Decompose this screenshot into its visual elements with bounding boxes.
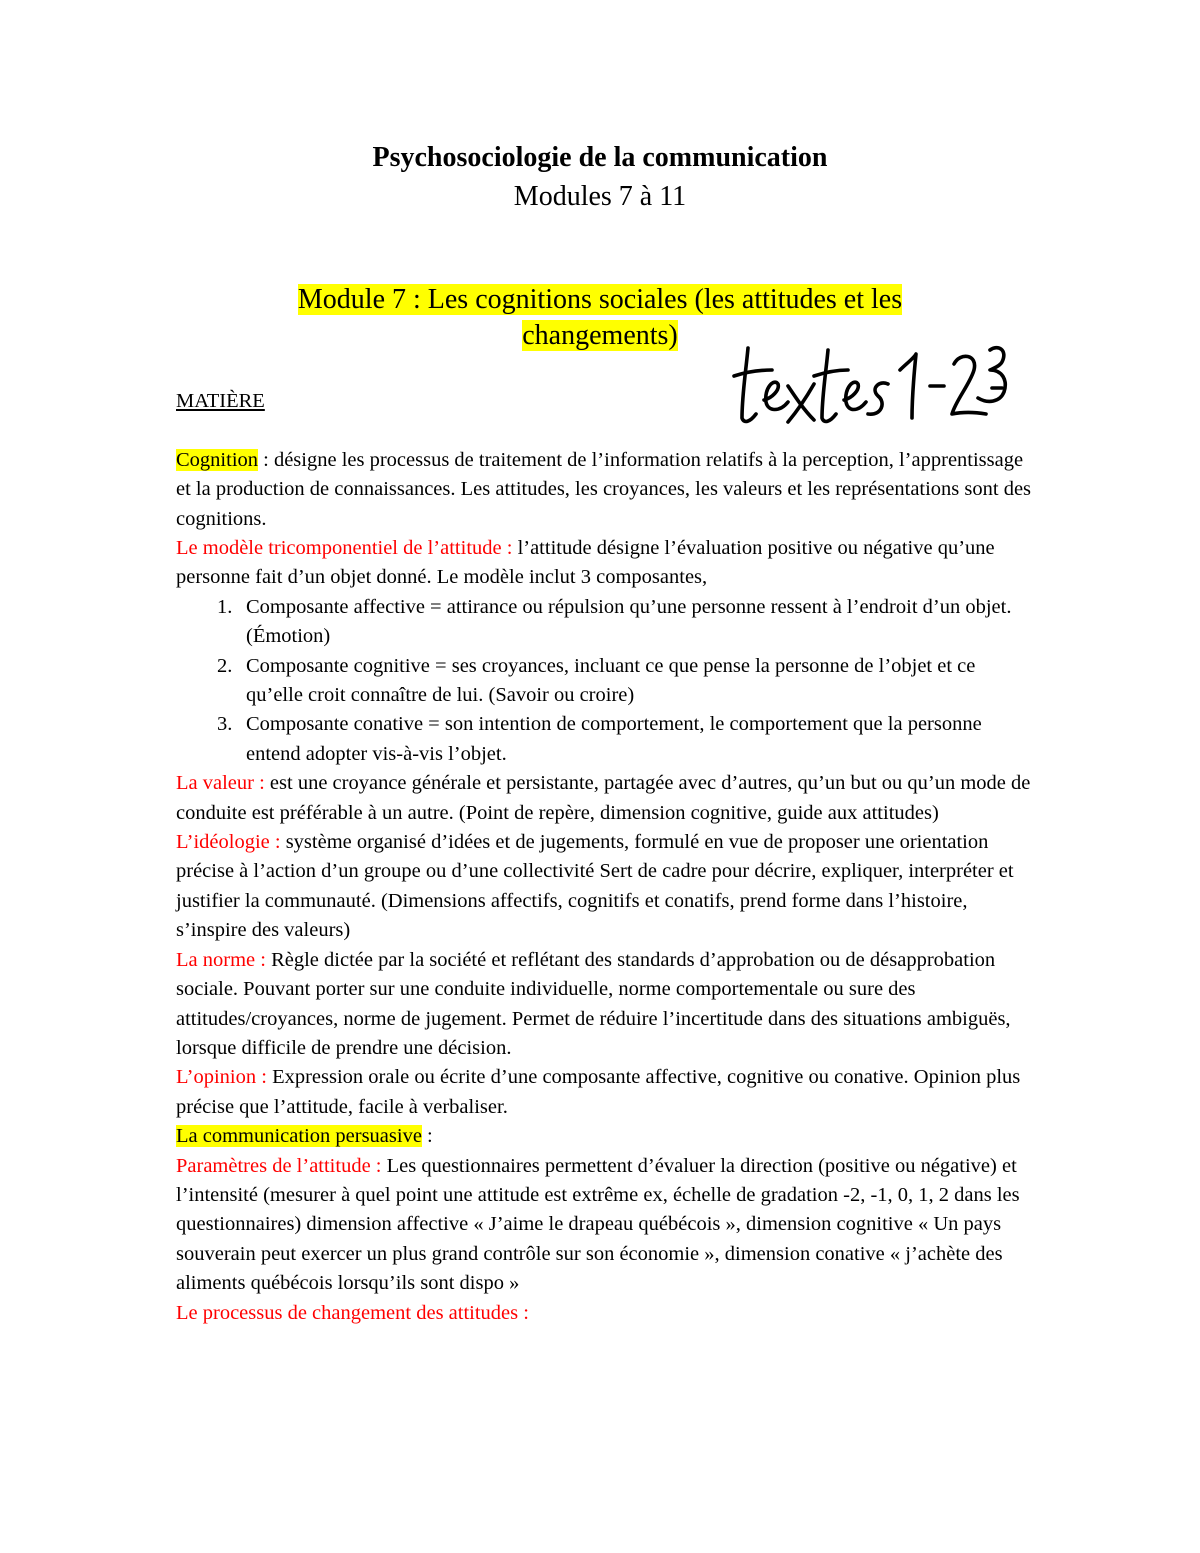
- paragraph-modele: [176, 534, 1036, 593]
- paragraph-parametres: [176, 1152, 1036, 1299]
- composantes-list: [176, 593, 1036, 769]
- list-item: [176, 593, 1036, 652]
- list-item: [176, 710, 1036, 769]
- text-cognition: : désigne les processus de traitement de l’information relatifs à la perception, l’apprentissage et la production de connaissances. Les attitudes, les croyances, les valeurs et les représentations sont des cognitions.: [176, 448, 1032, 530]
- section-title: MATIÈRE: [176, 390, 265, 412]
- list-item-text: Composante affective = attirance ou répulsion qu’une personne ressent à l’endroit d’un objet. (Émotion): [246, 595, 1012, 648]
- term-cognition: Cognition: [176, 448, 259, 471]
- list-item-text: Composante conative = son intention de comportement, le comportement que la personne entend adopter vis-à-vis l’objet.: [246, 713, 982, 765]
- term-valeur: La valeur :: [176, 772, 265, 795]
- paragraph-cognition: [176, 446, 1036, 534]
- text-norme: Règle dictée par la société et reflétant des standards d’approbation ou de désapprobation sociale. Pouvant porter sur une conduite individuelle, norme comportementale ou sure des attitudes/croyances, norme de jugement. Permet de réduire l’incertitude dans des situations ambiguës, lorsque difficile de prendre une décision.: [176, 948, 1011, 1059]
- list-item-number: 1.: [217, 595, 233, 618]
- text-valeur: est une croyance générale et persistante, partagée avec d’autres, qu’un but ou qu’un mode de conduite est préférable à un autre. (Point de repère, dimension cognitive, guide aux attitudes): [176, 772, 1031, 824]
- term-opinion: L’opinion :: [176, 1066, 267, 1089]
- paragraph-norme: [176, 946, 1036, 1064]
- text-ideologie: système organisé d’idées et de jugements, formulé en vue de proposer une orientation précise à l’action d’un groupe ou d’une collectivité Sert de cadre pour décrire, expliquer, interpréter et justifier la communauté. (Dimensions affectifs, cognitifs et conatifs, prend forme dans l’histoire, s’inspire des valeurs): [176, 831, 1014, 942]
- term-parametres: Paramètres de l’attitude :: [176, 1154, 382, 1177]
- text-parametres: Les questionnaires permettent d’évaluer la direction (positive ou négative) et l’intensité (mesurer à quel point une attitude est extrême ex, échelle de gradation -2, -1, 0, 1, 2 dans les questionnaires) dimension affective « J’aime le drapeau québécois », dimension cognitive « Un pays souverain peut exercer un plus grand contrôle sur son économie », dimension conative « j’achète des aliments québécois lorsqu’ils sont dispo »: [176, 1154, 1020, 1295]
- document-title: Psychosociologie de la communication: [372, 142, 828, 173]
- term-modele: Le modèle tricomponentiel de l’attitude :: [176, 537, 513, 560]
- body-text: [176, 387, 1036, 1328]
- text-communication: :: [421, 1125, 433, 1148]
- term-ideologie: L’idéologie :: [176, 831, 281, 854]
- module-heading-line2: changements): [522, 320, 678, 351]
- paragraph-ideologie: [176, 828, 1036, 946]
- list-item: [176, 652, 1036, 711]
- paragraph-processus: [176, 1299, 1036, 1328]
- list-item-number: 3.: [217, 713, 233, 736]
- module-heading-line1: Module 7 : Les cognitions sociales (les attitudes et les: [297, 284, 903, 315]
- term-processus: Le processus de changement des attitudes :: [176, 1301, 529, 1324]
- term-norme: La norme :: [176, 948, 266, 971]
- paragraph-valeur: [176, 769, 1036, 828]
- list-item-text: Composante cognitive = ses croyances, incluant ce que pense la personne de l’objet et ce qu’elle croit connaître de lui. (Savoir ou croire): [246, 654, 976, 707]
- document-subtitle: Modules 7 à 11: [513, 181, 687, 212]
- list-item-number: 2.: [217, 654, 233, 677]
- text-opinion: Expression orale ou écrite d’une composante affective, cognitive ou conative. Opinion plus précise que l’attitude, facile à verbaliser.: [176, 1066, 1021, 1118]
- paragraph-communication: [176, 1122, 1036, 1151]
- text-modele: l’attitude désigne l’évaluation positive ou négative qu’une personne fait d’un objet donné. Le modèle inclut 3 composantes,: [176, 537, 995, 589]
- term-communication: La communication persuasive: [176, 1125, 422, 1148]
- paragraph-opinion: [176, 1063, 1036, 1122]
